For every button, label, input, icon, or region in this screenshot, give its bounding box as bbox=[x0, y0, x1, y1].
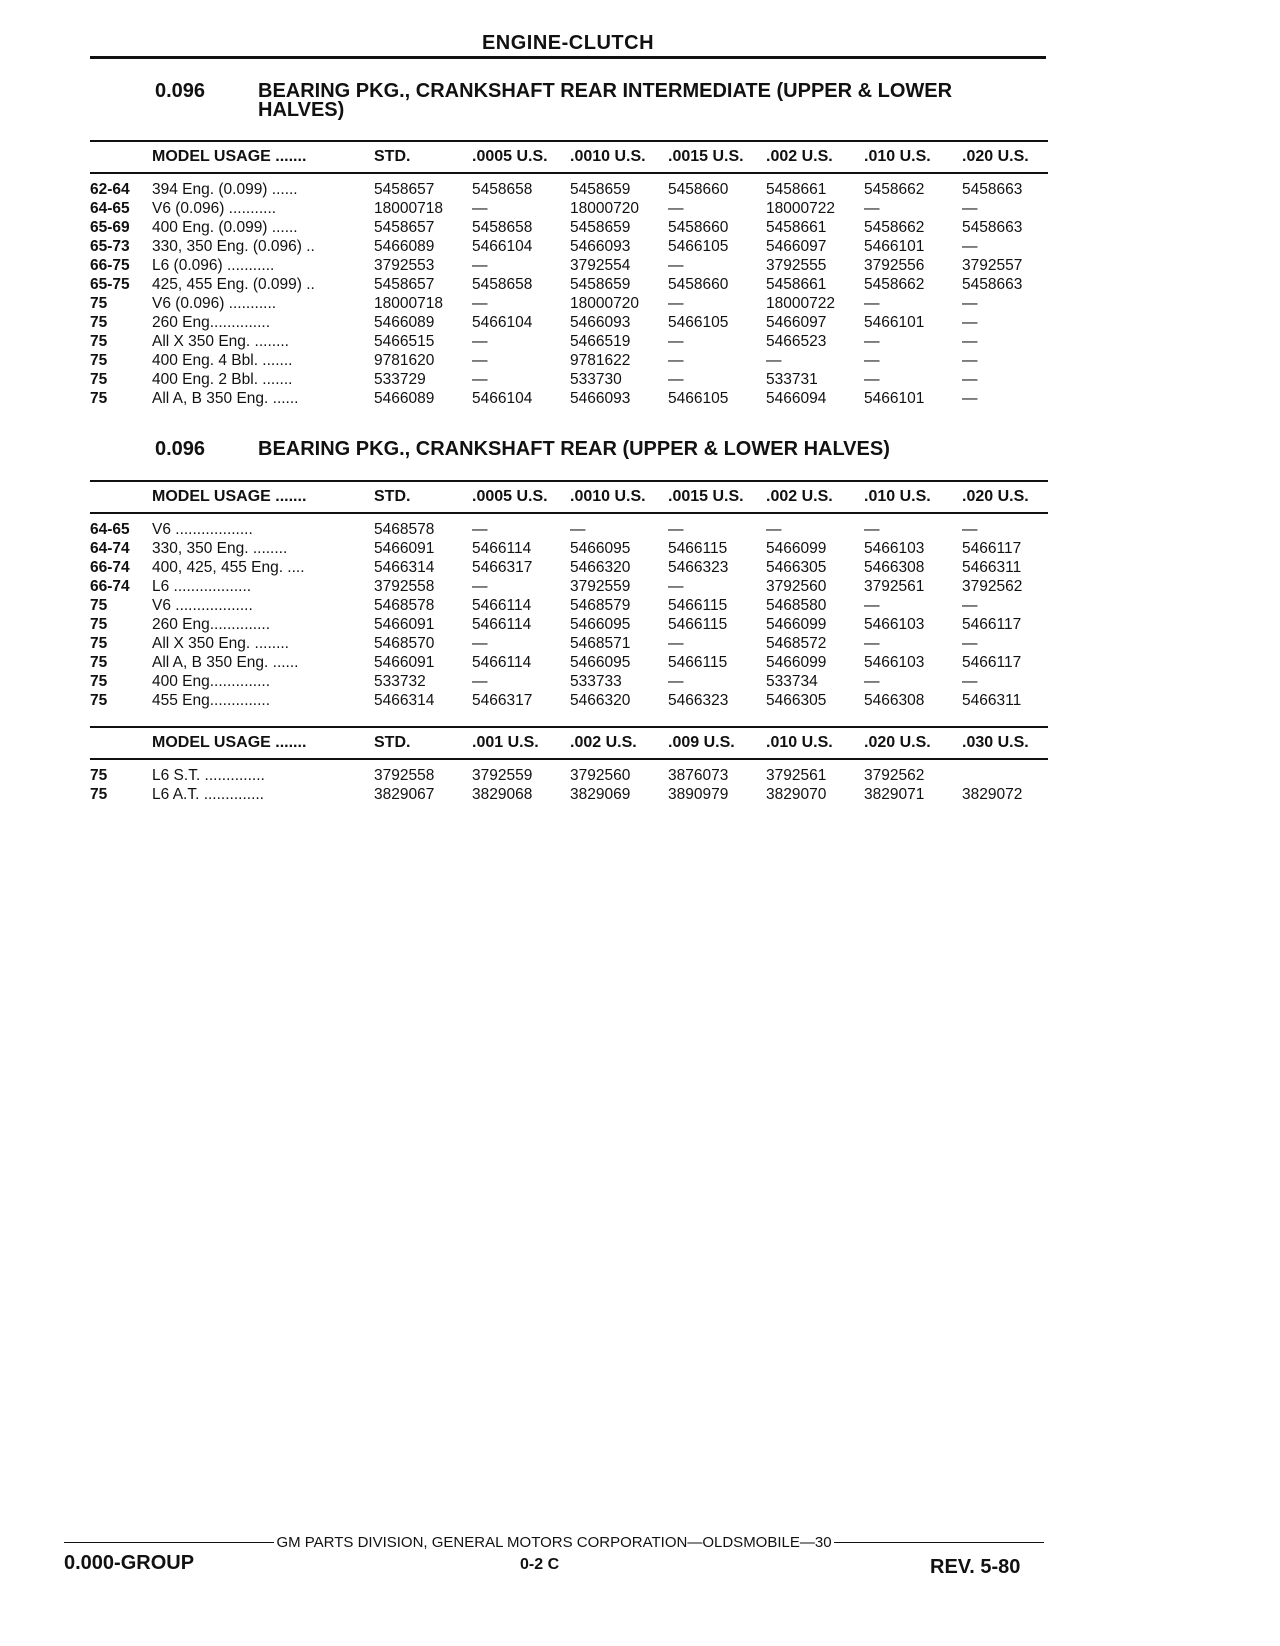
part-number bbox=[962, 759, 1048, 785]
section-3-table bbox=[90, 726, 1048, 804]
part-number: 5466101 bbox=[864, 314, 925, 331]
table-row bbox=[90, 577, 1048, 596]
model-year: 75 bbox=[90, 673, 108, 690]
table-header-row bbox=[90, 481, 1048, 513]
part-number: — bbox=[668, 352, 684, 369]
part-number: 3792562 bbox=[962, 578, 1023, 595]
part-number: 5458660 bbox=[668, 276, 729, 293]
part-number: 18000722 bbox=[766, 200, 835, 217]
model-usage: V6 (0.096) ........... bbox=[152, 200, 277, 217]
part-number: 5466093 bbox=[570, 390, 631, 407]
part-number: 5466308 bbox=[864, 692, 925, 709]
part-number: 3792558 bbox=[374, 767, 435, 784]
table-row bbox=[90, 256, 1048, 275]
part-number: 5458658 bbox=[472, 181, 533, 198]
part-number: 5466114 bbox=[472, 654, 532, 671]
model-usage: V6 .................. bbox=[152, 521, 253, 538]
part-number: 5466308 bbox=[864, 559, 925, 576]
table-row bbox=[90, 785, 1048, 804]
footer-page-number: 0-2 C bbox=[520, 1556, 560, 1573]
part-number: 5466114 bbox=[472, 597, 532, 614]
part-number: 5468578 bbox=[374, 597, 435, 614]
table-row bbox=[90, 332, 1048, 351]
part-number: 533734 bbox=[766, 673, 818, 690]
table-row bbox=[90, 199, 1048, 218]
part-number: 5458657 bbox=[374, 219, 435, 236]
part-number: 5466305 bbox=[766, 692, 827, 709]
part-number: 5466105 bbox=[668, 390, 729, 407]
part-number: — bbox=[668, 578, 684, 595]
part-number: 5458661 bbox=[766, 276, 827, 293]
part-number: 533732 bbox=[374, 673, 426, 690]
part-number: 5466311 bbox=[962, 692, 1022, 709]
part-number: 5468580 bbox=[766, 597, 827, 614]
part-number: — bbox=[962, 521, 978, 538]
part-number: 5466104 bbox=[472, 314, 533, 331]
part-number: 3792556 bbox=[864, 257, 925, 274]
part-number: — bbox=[962, 333, 978, 350]
part-number: — bbox=[668, 673, 684, 690]
model-usage: 400 Eng. 2 Bbl. ....... bbox=[152, 371, 293, 388]
part-number: — bbox=[962, 673, 978, 690]
model-year: 64-65 bbox=[90, 521, 130, 538]
part-number: — bbox=[766, 352, 782, 369]
part-number: — bbox=[472, 200, 488, 217]
part-number: 9781622 bbox=[570, 352, 631, 369]
model-year: 65-69 bbox=[90, 219, 130, 236]
part-number: — bbox=[864, 597, 880, 614]
model-usage: 260 Eng.............. bbox=[152, 616, 271, 633]
part-number: — bbox=[472, 352, 488, 369]
part-number: 3829070 bbox=[766, 786, 827, 803]
part-number: 5466314 bbox=[374, 559, 435, 576]
part-number: 5466519 bbox=[570, 333, 631, 350]
part-number: 5466099 bbox=[766, 616, 827, 633]
part-number: — bbox=[472, 673, 488, 690]
part-number: — bbox=[864, 673, 880, 690]
column-header: .010 U.S. bbox=[766, 727, 864, 759]
part-number: 5466091 bbox=[374, 654, 435, 671]
model-usage: All A, B 350 Eng. ...... bbox=[152, 654, 299, 671]
part-number: 3792559 bbox=[570, 578, 631, 595]
table-row bbox=[90, 691, 1048, 710]
model-usage: V6 (0.096) ........... bbox=[152, 295, 277, 312]
footer-publisher-line bbox=[64, 1534, 1044, 1551]
section-1-table bbox=[90, 140, 1048, 408]
part-number: 5466314 bbox=[374, 692, 435, 709]
part-number: 5466089 bbox=[374, 390, 435, 407]
part-number: 5466089 bbox=[374, 238, 435, 255]
part-number: 3792558 bbox=[374, 578, 435, 595]
part-number: — bbox=[864, 200, 880, 217]
model-year: 75 bbox=[90, 333, 108, 350]
table-header-row bbox=[90, 141, 1048, 173]
part-number: 5466115 bbox=[668, 616, 728, 633]
page-header: ENGINE-CLUTCH bbox=[481, 32, 655, 54]
table-row bbox=[90, 237, 1048, 256]
part-number: 5466091 bbox=[374, 540, 435, 557]
model-usage: 330, 350 Eng. (0.096) .. bbox=[152, 238, 315, 255]
part-number: 5458658 bbox=[472, 219, 533, 236]
table-row bbox=[90, 759, 1048, 785]
part-number: 18000720 bbox=[570, 295, 639, 312]
part-number: 9781620 bbox=[374, 352, 435, 369]
model-usage: All X 350 Eng. ........ bbox=[152, 635, 289, 652]
model-year: 75 bbox=[90, 352, 108, 369]
part-number: 5466311 bbox=[962, 559, 1022, 576]
model-usage: All X 350 Eng. ........ bbox=[152, 333, 289, 350]
part-number: 3876073 bbox=[668, 767, 729, 784]
part-number: 5466103 bbox=[864, 654, 925, 671]
part-number: 5466105 bbox=[668, 314, 729, 331]
part-number: 3890979 bbox=[668, 786, 729, 803]
part-number: — bbox=[668, 257, 684, 274]
part-number: 5466515 bbox=[374, 333, 435, 350]
part-number: 5458659 bbox=[570, 276, 631, 293]
part-number: 533733 bbox=[570, 673, 622, 690]
column-header: .009 U.S. bbox=[668, 727, 766, 759]
table-row bbox=[90, 370, 1048, 389]
model-year: 65-73 bbox=[90, 238, 130, 255]
part-number: 5468579 bbox=[570, 597, 631, 614]
part-number: 5466093 bbox=[570, 314, 631, 331]
column-header: MODEL USAGE ....... bbox=[152, 727, 374, 759]
part-number: 5458660 bbox=[668, 181, 729, 198]
column-header: .002 U.S. bbox=[766, 481, 864, 513]
model-year: 75 bbox=[90, 692, 108, 709]
column-header: STD. bbox=[374, 481, 472, 513]
column-header: STD. bbox=[374, 727, 472, 759]
part-number: — bbox=[472, 333, 488, 350]
part-number: 5466115 bbox=[668, 540, 728, 557]
part-number: 5458659 bbox=[570, 219, 631, 236]
part-number: 3792553 bbox=[374, 257, 435, 274]
part-number: 5466103 bbox=[864, 616, 925, 633]
part-number: 5458658 bbox=[472, 276, 533, 293]
part-number: 5458659 bbox=[570, 181, 631, 198]
part-number: 5466095 bbox=[570, 540, 631, 557]
footer-revision: REV. 5-80 bbox=[930, 1556, 1021, 1578]
part-number: 5466104 bbox=[472, 390, 533, 407]
model-year: 64-74 bbox=[90, 540, 130, 557]
section-1-description: BEARING PKG., CRANKSHAFT REAR INTERMEDIATE (UPPER & LOWER HALVES) bbox=[258, 80, 953, 121]
part-number: — bbox=[962, 314, 978, 331]
footer-rule-right bbox=[834, 1542, 1044, 1543]
table-row bbox=[90, 275, 1048, 294]
table-row bbox=[90, 513, 1048, 539]
part-number: 5466095 bbox=[570, 616, 631, 633]
part-number: 5466305 bbox=[766, 559, 827, 576]
part-number: 5468570 bbox=[374, 635, 435, 652]
part-number: 5458660 bbox=[668, 219, 729, 236]
part-number: 5466114 bbox=[472, 540, 532, 557]
column-header: .0010 U.S. bbox=[570, 141, 668, 173]
part-number: — bbox=[962, 390, 978, 407]
column-header: .002 U.S. bbox=[570, 727, 668, 759]
part-number: 5466320 bbox=[570, 692, 631, 709]
model-year: 66-75 bbox=[90, 257, 130, 274]
model-year: 66-74 bbox=[90, 578, 130, 595]
part-number: 5466115 bbox=[668, 597, 728, 614]
part-number: 5466320 bbox=[570, 559, 631, 576]
part-number: 5468571 bbox=[570, 635, 631, 652]
column-header: .0005 U.S. bbox=[472, 141, 570, 173]
part-number: — bbox=[962, 295, 978, 312]
column-header: .020 U.S. bbox=[962, 141, 1048, 173]
table-row bbox=[90, 653, 1048, 672]
part-number: 18000720 bbox=[570, 200, 639, 217]
part-number: — bbox=[668, 200, 684, 217]
header-year-cell bbox=[90, 481, 152, 513]
part-number: — bbox=[472, 635, 488, 652]
table-header-row bbox=[90, 727, 1048, 759]
model-usage: L6 (0.096) ........... bbox=[152, 257, 275, 274]
table-row bbox=[90, 313, 1048, 332]
table-row bbox=[90, 173, 1048, 199]
part-number: 5466097 bbox=[766, 238, 827, 255]
part-number: 5458662 bbox=[864, 276, 925, 293]
part-number: — bbox=[472, 257, 488, 274]
model-usage: 400, 425, 455 Eng. .... bbox=[152, 559, 305, 576]
table-row bbox=[90, 558, 1048, 577]
part-number: — bbox=[668, 371, 684, 388]
part-number: — bbox=[668, 521, 684, 538]
part-number: 5466105 bbox=[668, 238, 729, 255]
part-number: 533729 bbox=[374, 371, 426, 388]
column-header: .0015 U.S. bbox=[668, 141, 766, 173]
part-number: 18000718 bbox=[374, 200, 443, 217]
part-number: — bbox=[668, 295, 684, 312]
model-usage: 394 Eng. (0.099) ...... bbox=[152, 181, 298, 198]
part-number: 5466099 bbox=[766, 540, 827, 557]
part-number: 5466091 bbox=[374, 616, 435, 633]
column-header: .030 U.S. bbox=[962, 727, 1048, 759]
model-usage: 400 Eng. (0.099) ...... bbox=[152, 219, 298, 236]
part-number: 3829069 bbox=[570, 786, 631, 803]
part-number: 3792560 bbox=[570, 767, 631, 784]
model-usage: 455 Eng.............. bbox=[152, 692, 271, 709]
part-number: — bbox=[668, 333, 684, 350]
part-number: 5466089 bbox=[374, 314, 435, 331]
part-number: 5458661 bbox=[766, 219, 827, 236]
part-number: — bbox=[962, 352, 978, 369]
header-rule bbox=[90, 56, 1046, 59]
part-number: 5458662 bbox=[864, 181, 925, 198]
part-number: 5466101 bbox=[864, 238, 925, 255]
part-number: 3792561 bbox=[864, 578, 925, 595]
column-header: .002 U.S. bbox=[766, 141, 864, 173]
model-usage: L6 A.T. .............. bbox=[152, 786, 264, 803]
column-header: MODEL USAGE ....... bbox=[152, 141, 374, 173]
model-usage: All A, B 350 Eng. ...... bbox=[152, 390, 299, 407]
part-number: — bbox=[864, 371, 880, 388]
part-number: 5466097 bbox=[766, 314, 827, 331]
column-header: STD. bbox=[374, 141, 472, 173]
part-number: — bbox=[962, 635, 978, 652]
model-year: 66-74 bbox=[90, 559, 130, 576]
part-number: 3792559 bbox=[472, 767, 533, 784]
part-number: 5458661 bbox=[766, 181, 827, 198]
part-number: 5458662 bbox=[864, 219, 925, 236]
part-number: 5468578 bbox=[374, 521, 435, 538]
part-number: 5466523 bbox=[766, 333, 827, 350]
footer-publisher: GM PARTS DIVISION, GENERAL MOTORS CORPORATION—OLDSMOBILE—30 bbox=[276, 1534, 832, 1551]
part-number: 3792562 bbox=[864, 767, 925, 784]
part-number: — bbox=[668, 635, 684, 652]
part-number: 3792554 bbox=[570, 257, 631, 274]
part-number: 5466323 bbox=[668, 559, 729, 576]
part-number: 5466115 bbox=[668, 654, 728, 671]
part-number: 5466117 bbox=[962, 654, 1022, 671]
part-number: 3792555 bbox=[766, 257, 827, 274]
column-header: .001 U.S. bbox=[472, 727, 570, 759]
column-header: .020 U.S. bbox=[864, 727, 962, 759]
column-header: MODEL USAGE ....... bbox=[152, 481, 374, 513]
table-row bbox=[90, 672, 1048, 691]
part-number: — bbox=[962, 238, 978, 255]
model-year: 75 bbox=[90, 597, 108, 614]
header-year-cell bbox=[90, 141, 152, 173]
model-usage: L6 .................. bbox=[152, 578, 252, 595]
model-year: 75 bbox=[90, 767, 108, 784]
part-number: — bbox=[962, 597, 978, 614]
part-number: — bbox=[472, 295, 488, 312]
model-year: 75 bbox=[90, 616, 108, 633]
part-number: — bbox=[766, 521, 782, 538]
model-year: 75 bbox=[90, 786, 108, 803]
part-number: 5466104 bbox=[472, 238, 533, 255]
part-number: 5466317 bbox=[472, 692, 533, 709]
part-number: 3829067 bbox=[374, 786, 435, 803]
section-2-code: 0.096 bbox=[155, 438, 206, 460]
part-number: 5458657 bbox=[374, 276, 435, 293]
part-number: — bbox=[962, 200, 978, 217]
part-number: 18000722 bbox=[766, 295, 835, 312]
column-header: .0015 U.S. bbox=[668, 481, 766, 513]
part-number: 5466101 bbox=[864, 390, 925, 407]
part-number: 5466117 bbox=[962, 616, 1022, 633]
part-number: 3792560 bbox=[766, 578, 827, 595]
part-number: 3829072 bbox=[962, 786, 1023, 803]
part-number: 5466094 bbox=[766, 390, 827, 407]
part-number: 5458657 bbox=[374, 181, 435, 198]
part-number: — bbox=[864, 352, 880, 369]
table-row bbox=[90, 389, 1048, 408]
model-usage: 400 Eng.............. bbox=[152, 673, 271, 690]
part-number: — bbox=[864, 521, 880, 538]
table-row bbox=[90, 294, 1048, 313]
section-2-table bbox=[90, 480, 1048, 710]
model-year: 75 bbox=[90, 654, 108, 671]
model-usage: 425, 455 Eng. (0.099) .. bbox=[152, 276, 315, 293]
part-number: 5466114 bbox=[472, 616, 532, 633]
part-number: 5458663 bbox=[962, 276, 1023, 293]
footer-group: 0.000-GROUP bbox=[64, 1552, 195, 1574]
part-number: — bbox=[864, 333, 880, 350]
model-year: 75 bbox=[90, 314, 108, 331]
part-number: 3792561 bbox=[766, 767, 827, 784]
part-number: — bbox=[570, 521, 586, 538]
model-usage: 260 Eng.............. bbox=[152, 314, 271, 331]
part-number: 5458663 bbox=[962, 219, 1023, 236]
part-number: 5466095 bbox=[570, 654, 631, 671]
part-number: 5458663 bbox=[962, 181, 1023, 198]
footer-rule-left bbox=[64, 1542, 274, 1543]
part-number: — bbox=[472, 521, 488, 538]
model-usage: V6 .................. bbox=[152, 597, 253, 614]
part-number: — bbox=[472, 371, 488, 388]
part-number: 533731 bbox=[766, 371, 818, 388]
table-row bbox=[90, 596, 1048, 615]
part-number: — bbox=[472, 578, 488, 595]
model-year: 64-65 bbox=[90, 200, 130, 217]
model-year: 62-64 bbox=[90, 181, 130, 198]
model-year: 65-75 bbox=[90, 276, 130, 293]
table-row bbox=[90, 539, 1048, 558]
model-year: 75 bbox=[90, 390, 108, 407]
part-number: 3792557 bbox=[962, 257, 1023, 274]
part-number: 5468572 bbox=[766, 635, 827, 652]
column-header: .020 U.S. bbox=[962, 481, 1048, 513]
part-number: — bbox=[864, 635, 880, 652]
table-row bbox=[90, 218, 1048, 237]
part-number: — bbox=[962, 371, 978, 388]
table-row bbox=[90, 634, 1048, 653]
column-header: .0010 U.S. bbox=[570, 481, 668, 513]
part-number: 3829068 bbox=[472, 786, 533, 803]
model-year: 75 bbox=[90, 371, 108, 388]
model-year: 75 bbox=[90, 295, 108, 312]
column-header: .010 U.S. bbox=[864, 481, 962, 513]
table-row bbox=[90, 351, 1048, 370]
part-number: 5466099 bbox=[766, 654, 827, 671]
model-year: 75 bbox=[90, 635, 108, 652]
header-year-cell bbox=[90, 727, 152, 759]
part-number: 5466103 bbox=[864, 540, 925, 557]
part-number: 5466117 bbox=[962, 540, 1022, 557]
part-number: 18000718 bbox=[374, 295, 443, 312]
section-1-code: 0.096 bbox=[155, 80, 206, 102]
model-usage: 400 Eng. 4 Bbl. ....... bbox=[152, 352, 293, 369]
part-number: 533730 bbox=[570, 371, 622, 388]
part-number: 5466323 bbox=[668, 692, 729, 709]
section-2-description: BEARING PKG., CRANKSHAFT REAR (UPPER & LOWER HALVES) bbox=[258, 438, 890, 460]
table-row bbox=[90, 615, 1048, 634]
column-header: .0005 U.S. bbox=[472, 481, 570, 513]
part-number: 5466093 bbox=[570, 238, 631, 255]
column-header: .010 U.S. bbox=[864, 141, 962, 173]
part-number: — bbox=[864, 295, 880, 312]
model-usage: L6 S.T. .............. bbox=[152, 767, 265, 784]
part-number: 3829071 bbox=[864, 786, 925, 803]
part-number: 5466317 bbox=[472, 559, 533, 576]
model-usage: 330, 350 Eng. ........ bbox=[152, 540, 288, 557]
